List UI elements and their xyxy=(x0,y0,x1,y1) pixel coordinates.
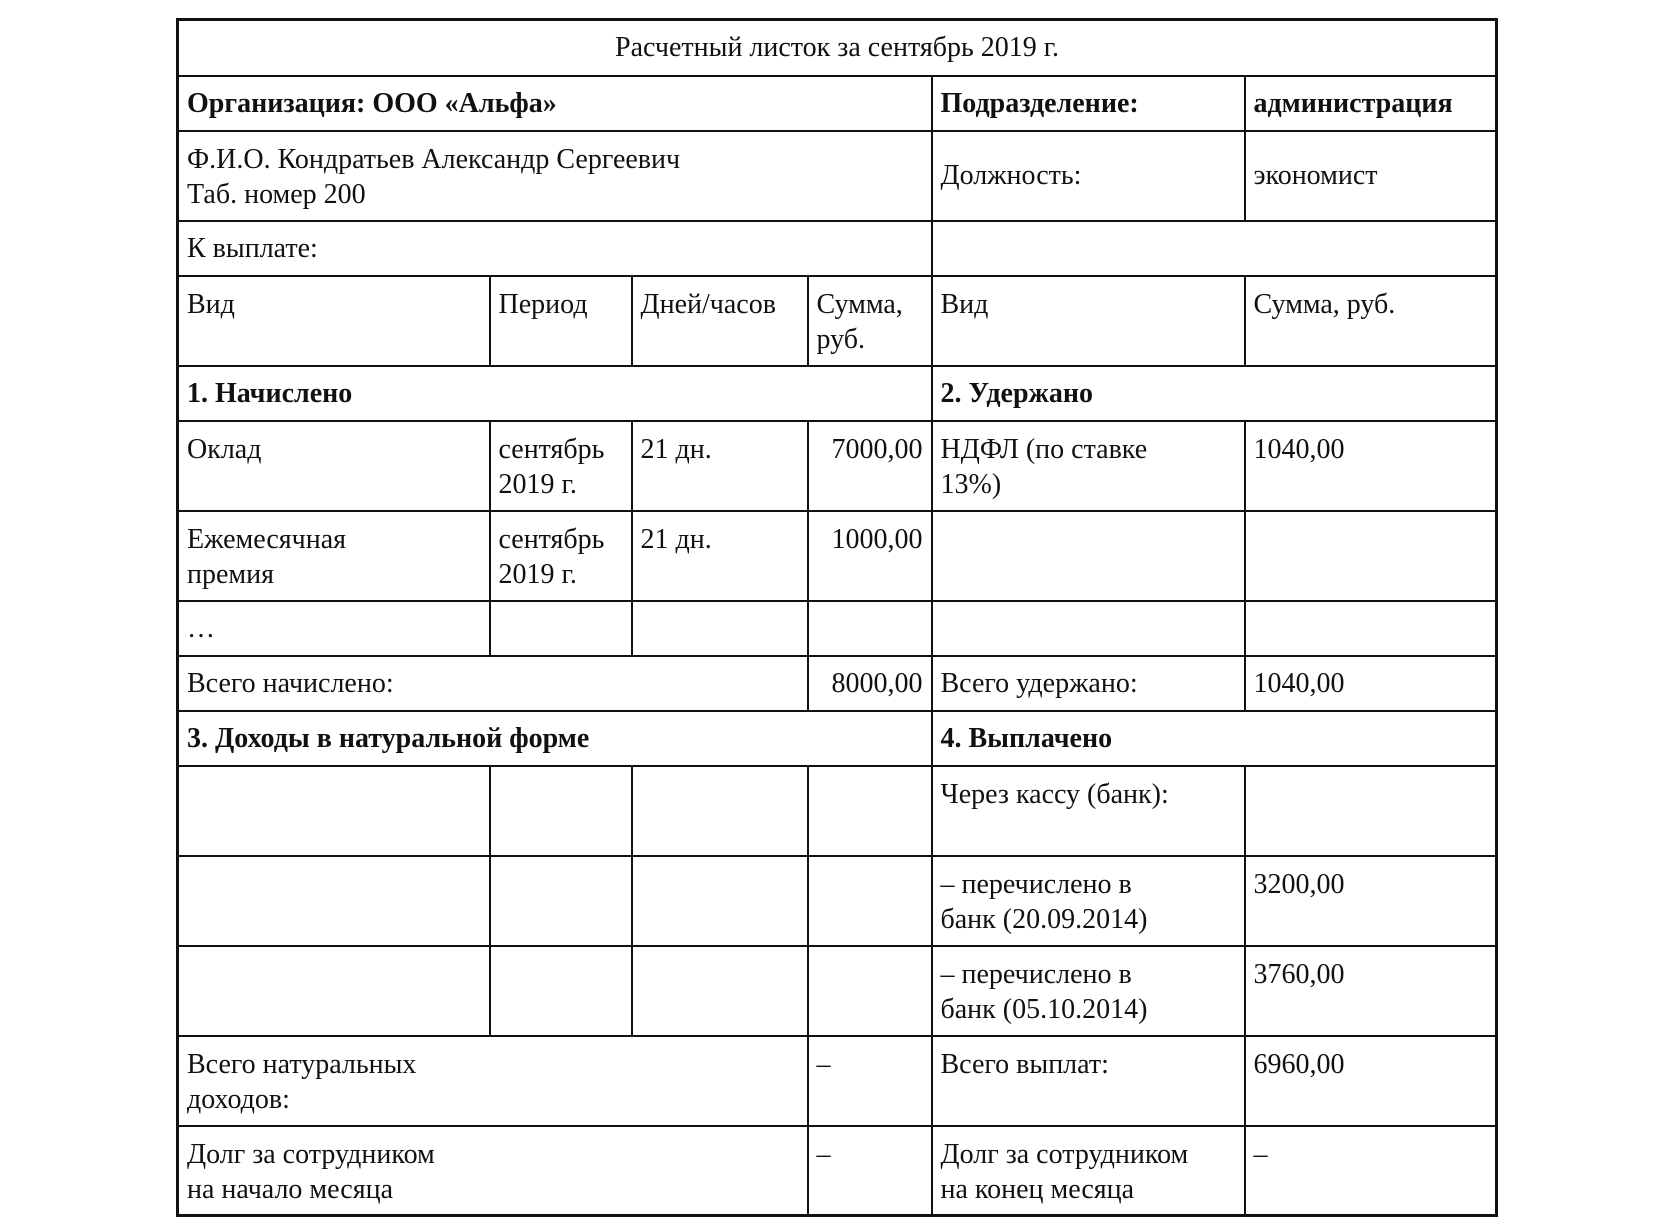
payment-type-line1: – перечислено в xyxy=(940,868,1132,900)
empty-cell xyxy=(808,766,932,856)
empty-cell xyxy=(490,946,632,1036)
empty-cell xyxy=(808,601,932,656)
col-header-amount xyxy=(808,276,932,366)
withholding-type-empty xyxy=(932,511,1245,601)
table-row xyxy=(178,946,1497,1036)
accrual-type-line2: премия xyxy=(187,558,274,590)
withheld-total-value: 1040,00 xyxy=(1245,656,1497,711)
table-row xyxy=(178,601,1497,656)
section-row-1-2 xyxy=(178,366,1497,421)
accrual-period xyxy=(490,421,632,511)
payment-amount xyxy=(1245,766,1497,856)
section-row-3-4 xyxy=(178,711,1497,766)
paid-total-label: Всего выплат: xyxy=(932,1036,1245,1126)
in-kind-total-line1: Всего натуральных xyxy=(187,1048,417,1080)
payment-type-line2: банк (20.09.2014) xyxy=(940,903,1148,935)
in-kind-total-row xyxy=(178,1036,1497,1126)
table-row xyxy=(178,856,1497,946)
paid-total-value: 6960,00 xyxy=(1245,1036,1497,1126)
payslip-title: Расчетный листок за сентябрь 2019 г. xyxy=(178,20,1497,76)
empty-cell xyxy=(1245,601,1497,656)
empty-cell xyxy=(632,856,808,946)
empty-cell xyxy=(490,766,632,856)
organization-row xyxy=(178,76,1497,131)
withheld-total-label: Всего удержано: xyxy=(932,656,1245,711)
empty-cell xyxy=(490,601,632,656)
debt-end-label xyxy=(932,1126,1245,1216)
section-withheld: 2. Удержано xyxy=(932,366,1497,421)
subdivision-value: администрация xyxy=(1245,76,1497,131)
accrual-type-line1: Ежемесячная xyxy=(187,523,347,555)
accrual-period xyxy=(490,511,632,601)
payment-type: Через кассу (банк): xyxy=(932,766,1245,856)
accrual-period-line1: сентябрь xyxy=(498,523,605,555)
to-pay-value xyxy=(932,221,1497,276)
debt-end-line1: Долг за сотрудником xyxy=(940,1138,1189,1170)
col-header-period: Период xyxy=(490,276,632,366)
table-row xyxy=(178,511,1497,601)
in-kind-total-value: – xyxy=(808,1036,932,1126)
withholding-type xyxy=(932,421,1245,511)
empty-cell xyxy=(178,766,490,856)
empty-cell xyxy=(808,946,932,1036)
accrual-amount: 7000,00 xyxy=(808,421,932,511)
table-row xyxy=(178,421,1497,511)
col-header-withheld-amount: Сумма, руб. xyxy=(1245,276,1497,366)
debt-start-line1: Долг за сотрудником xyxy=(187,1138,435,1170)
empty-cell xyxy=(490,856,632,946)
debt-end-line2: на конец месяца xyxy=(940,1173,1135,1205)
to-pay-label: К выплате: xyxy=(178,221,932,276)
col-header-type: Вид xyxy=(178,276,490,366)
in-kind-total-line2: доходов: xyxy=(187,1083,290,1115)
payslip-table xyxy=(176,18,1498,1217)
employee-cell xyxy=(178,131,932,221)
payment-type-line1: – перечислено в xyxy=(940,958,1132,990)
debt-end-value: – xyxy=(1245,1126,1497,1216)
col-header-amount-line2: руб. xyxy=(816,323,866,355)
empty-cell xyxy=(632,766,808,856)
in-kind-total-label xyxy=(178,1036,808,1126)
debt-start-label xyxy=(178,1126,808,1216)
col-header-withheld-type: Вид xyxy=(932,276,1245,366)
section-in-kind: 3. Доходы в натуральной форме xyxy=(178,711,932,766)
empty-cell xyxy=(932,601,1245,656)
totals-row xyxy=(178,656,1497,711)
title-row xyxy=(178,20,1497,76)
payment-amount: 3200,00 xyxy=(1245,856,1497,946)
empty-cell xyxy=(632,601,808,656)
accrual-type: Оклад xyxy=(178,421,490,511)
accrual-period-line1: сентябрь xyxy=(498,433,605,465)
col-header-amount-line1: Сумма, xyxy=(816,288,903,320)
position-label: Должность: xyxy=(932,131,1245,221)
debt-start-line2: на начало месяца xyxy=(187,1173,393,1205)
payment-type xyxy=(932,946,1245,1036)
accrual-days: 21 дн. xyxy=(632,421,808,511)
accrual-period-line2: 2019 г. xyxy=(498,558,577,590)
debt-start-value: – xyxy=(808,1126,932,1216)
withholding-amount: 1040,00 xyxy=(1245,421,1497,511)
withholding-amount-empty xyxy=(1245,511,1497,601)
accrual-ellipsis: … xyxy=(178,601,490,656)
employee-name: Ф.И.О. Кондратьев Александр Сергеевич xyxy=(187,143,681,175)
payment-type-line2: банк (05.10.2014) xyxy=(940,993,1148,1025)
accrued-total-value: 8000,00 xyxy=(808,656,932,711)
to-pay-row xyxy=(178,221,1497,276)
table-row xyxy=(178,766,1497,856)
subdivision-label: Подразделение: xyxy=(932,76,1245,131)
employee-number: Таб. номер 200 xyxy=(187,178,366,210)
position-value: экономист xyxy=(1245,131,1497,221)
empty-cell xyxy=(808,856,932,946)
section-paid: 4. Выплачено xyxy=(932,711,1497,766)
debt-row xyxy=(178,1126,1497,1216)
payment-type xyxy=(932,856,1245,946)
accrual-type xyxy=(178,511,490,601)
withholding-type-line2: 13%) xyxy=(940,468,1002,500)
empty-cell xyxy=(632,946,808,1036)
withholding-type-line1: НДФЛ (по ставке xyxy=(940,433,1148,465)
employee-row xyxy=(178,131,1497,221)
col-header-days: Дней/часов xyxy=(632,276,808,366)
empty-cell xyxy=(178,856,490,946)
section-accrued: 1. Начислено xyxy=(178,366,932,421)
organization-cell: Организация: ООО «Альфа» xyxy=(178,76,932,131)
column-header-row xyxy=(178,276,1497,366)
accrued-total-label: Всего начислено: xyxy=(178,656,808,711)
accrual-days: 21 дн. xyxy=(632,511,808,601)
accrual-amount: 1000,00 xyxy=(808,511,932,601)
empty-cell xyxy=(178,946,490,1036)
accrual-period-line2: 2019 г. xyxy=(498,468,577,500)
payment-amount: 3760,00 xyxy=(1245,946,1497,1036)
